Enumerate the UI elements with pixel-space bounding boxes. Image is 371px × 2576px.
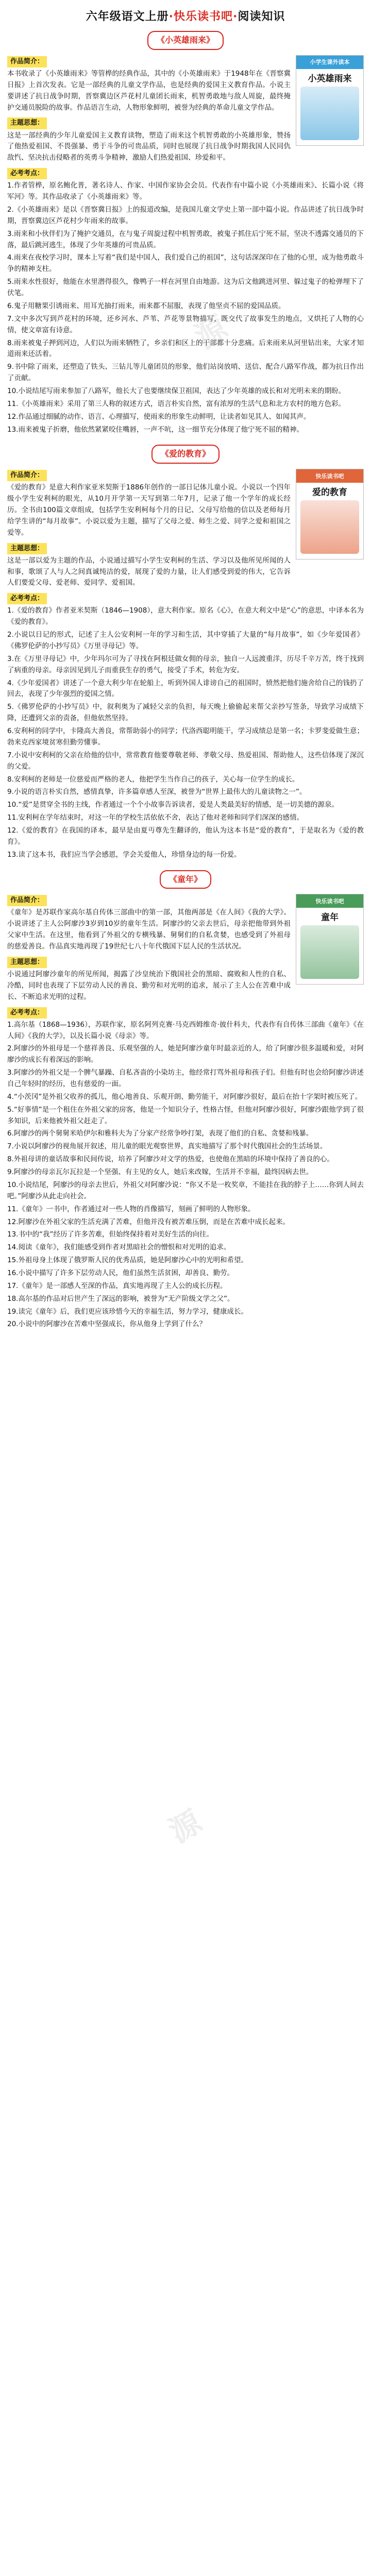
question-item: 12.《爱的教育》在我国的译本，最早是由夏丏尊先生翻译的，他认为这本书是“爱的教育”，于是取名为《爱的教育》。 (7, 826, 364, 846)
question-item: 8.外祖母讲的童话故事和民间传说，培养了阿廖沙对文学的热爱，也使他在黑暗的环境中保持了善良的心。 (7, 1155, 334, 1164)
book-title: 《小英雄雨来》 (147, 31, 224, 50)
intro-label: 作品简介： (7, 470, 47, 481)
book-cover (296, 55, 364, 146)
book-cover (296, 469, 364, 560)
question-item: 18.高尔基的作品对后世产生了深远的影响，被誉为“无产阶级文学之父”。 (7, 1294, 234, 1303)
question-item: 20.小说中的阿廖沙在苦难中坚强成长，你从他身上学到了什么？ (7, 1320, 206, 1329)
question-item: 4.雨来在夜校学习时，课本上写着“我们是中国人，我们爱自己的祖国”，这句话深深印在了他的心里，成为他勇敢斗争的精神支柱。 (7, 253, 364, 274)
question-item: 1.《爱的教育》作者亚米契斯（1846—1908），意大利作家。原名《心》，在意大利文中是“心”的意思，中译本名为《爱的教育》。 (7, 606, 364, 626)
question-item: 12.阿廖沙在外祖父家的生活充满了苦难，但他并没有被苦难压倒，而是在苦难中成长起来。 (7, 1217, 290, 1226)
question-item: 14.阅读《童年》，我们能感受到作者对黑暗社会的憎恨和对光明的追求。 (7, 1243, 231, 1252)
book-title-banner (7, 445, 364, 464)
intro-block (7, 53, 364, 165)
book-section (7, 870, 364, 1331)
question-item: 2.《小英雄雨来》是以《晋察冀日报》上的报道改编，是我国儿童文学史上第一部中篇小说。作品讲述了抗日战争时期，晋察冀边区芦花村少年雨来的故事。 (7, 206, 364, 225)
intro-block (7, 467, 364, 590)
theme-label: 主题思想： (7, 117, 47, 129)
book-title-banner (7, 870, 364, 889)
book-section (7, 445, 364, 860)
book-list (7, 31, 364, 1330)
theme-label: 主题思想： (7, 957, 47, 968)
theme-label: 主题思想： (7, 543, 47, 554)
question-item: 10.小说结尾写雨来参加了八路军，他长大了也要继续保卫祖国，表达了少年英雄的成长和对光明未来的期盼。 (7, 386, 345, 395)
question-item: 13.读了这本书，我们应当学会感恩，学会关爱他人，珍惜身边的每一份爱。 (7, 850, 241, 859)
question-item: 16.小说中描写了许多下层劳动人民，他们虽然生活贫困，却善良、勤劳。 (7, 1268, 234, 1277)
question-item: 6.阿廖沙的两个舅舅米哈伊尔和雅科夫为了分家产经常争吵打架，表现了他们的自私、贪婪和残暴。 (7, 1129, 313, 1138)
intro-text: 《爱的教育》是意大利作家亚米契斯于1886年创作的一部日记体儿童小说。小说以一个四年级小学生安利柯的眼光，从10月开学第一天写到第二年7月，记录了他一个学年的成长经历。全书由100篇文章组成，包括学生安利柯每个月的日记、父母写给他的信以及老师每月给学生讲的“每月故事”。小说以爱为主题，描写了父母之爱、师生之爱、同学之爱和祖国之爱等。 (7, 483, 291, 537)
question-item: 5.《佛罗伦萨的小抄写员》中，叙利奥为了减轻父亲的负担，每天晚上偷偷起来帮父亲抄写签条，导致学习成绩下降，还遭到父亲的责备，但他依然坚持。 (7, 703, 364, 723)
question-list (7, 605, 364, 860)
book-title: 《童年》 (160, 870, 211, 889)
question-item: 7.小说以阿廖沙的视角展开叙述，用儿童的眼光观察世界，真实地描写了那个时代俄国社会的生活场景。 (7, 1142, 327, 1151)
question-item: 5.雨来水性很好，他能在水里潜得很久，像鸭子一样在河里自由地游。这为后文他跳进河里、躲过鬼子的枪弹埋下了伏笔。 (7, 278, 364, 298)
cover-illustration (300, 925, 359, 979)
cover-title: 小英雄雨来 (308, 73, 352, 84)
must-label: 必考考点： (7, 168, 47, 179)
question-item: 10.小说结尾，阿廖沙的母亲去世后，外祖父对阿廖沙说：“你又不是一枚奖章，不能挂在我的脖子上……你到人间去吧。”阿廖沙从此走向社会。 (7, 1180, 364, 1200)
question-item: 8.安利柯的老师是一位慈爱而严格的老人，他把学生当作自己的孩子，关心每一位学生的成长。 (7, 775, 299, 784)
question-item: 13.书中的“我”经历了许多苦难，但始终保持着对美好生活的向往。 (7, 1230, 213, 1239)
must-label: 必考考点： (7, 593, 47, 604)
cover-bar: 小学生课外读本 (296, 56, 363, 69)
question-item: 15.外祖母身上体现了俄罗斯人民的优秀品质，她是阿廖沙心中的光明和希望。 (7, 1256, 248, 1265)
question-item: 1.高尔基（1868—1936），苏联作家，原名阿列克赛·马克西姆维奇·彼什科夫，代表作有自传体三部曲《童年》《在人间》《我的大学》，以及长篇小说《母亲》等。 (7, 1020, 364, 1040)
watermark: 源 (163, 1803, 208, 1851)
question-item: 3.阿廖沙的外祖父是一个脾气暴躁、自私吝啬的小染坊主，他经常打骂外祖母和孩子们。但他有时也会给阿廖沙讲述自己年轻时的经历，也有慈爱的一面。 (7, 1069, 364, 1089)
question-list (7, 1020, 364, 1330)
question-item: 13.雨来被鬼子折磨，他依然紧紧咬住嘴唇，一声不吭，这一细节充分体现了他宁死不屈的精神。 (7, 425, 303, 434)
question-item: 9.小说的语言朴实自然，感情真挚，许多篇章感人至深，被誉为“世界上最伟大的儿童读物之一”。 (7, 788, 307, 796)
question-item: 10.“爱”是贯穿全书的主线，作者通过一个个小故事告诉读者，爱是人类最美好的情感，是一切美德的源泉。 (7, 801, 339, 809)
question-item: 2.阿廖沙的外祖母是一个慈祥善良、乐观坚强的人，她是阿廖沙童年时最亲近的人，给了阿廖沙很多温暖和爱，对阿廖沙的成长有着深远的影响。 (7, 1044, 364, 1064)
question-item: 11.《小英雄雨来》采用了第三人称的叙述方式，语言朴实自然，富有浓厚的生活气息和北方农村的地方色彩。 (7, 399, 345, 408)
book-cover (296, 894, 364, 985)
book-title: 《爱的教育》 (151, 445, 220, 464)
cover-bar: 快乐读书吧 (296, 894, 363, 908)
theme-text: 这是一部以爱为主题的作品，小说通过描写小学生安利柯的生活、学习以及他所见所闻的人和事，歌颂了人与人之间真诚纯洁的爱，展现了爱的力量，让人们感受到爱的伟大，它告诉人们要爱父母、爱老师、爱同学、爱祖国。 (7, 556, 291, 587)
question-item: 4.《少年爱国者》讲述了一个意大利少年在轮船上，听到外国人诽谤自己的祖国时，愤然把他们施舍给自己的钱扔了回去，表现了少年强烈的爱国之情。 (7, 679, 364, 699)
question-item: 12.作品通过细腻的动作、语言、心理描写，使雨来的形象生动鲜明，让读者如见其人、如闻其声。 (7, 412, 311, 421)
watermark: 源 (189, 309, 234, 357)
page-title: 六年级语文上册·快乐读书吧·阅读知识 (86, 10, 285, 23)
question-item: 11.《童年》一书中，作者通过对一些人物的肖像描写，刻画了鲜明的人物形象。 (7, 1205, 255, 1213)
question-item: 6.安利柯的同学中，卡隆高大善良，常帮助弱小的同学；代洛西聪明能干，学习成绩总是第一名；卡罗斐爱做生意；勃来克西家境贫寒但勤劳懂事。 (7, 727, 364, 747)
question-item: 11.安利柯在学年结束时，对这一年的学校生活依依不舍，表达了他对老师和同学们深深的感情。 (7, 814, 303, 822)
intro-label: 作品简介： (7, 56, 47, 67)
cover-illustration (300, 87, 359, 140)
question-item: 8.雨来被鬼子押到河边，人们以为雨来牺牲了，乡亲们和区上的干部都十分悲痛。后来雨来从河里钻出来，大家才知道雨来还活着。 (7, 338, 364, 359)
cover-illustration (300, 500, 359, 554)
cover-title: 童年 (321, 912, 339, 923)
question-item: 9.阿廖沙的母亲瓦尔瓦拉是一个坚强、有主见的女人，她后来改嫁，生活并不幸福，最终因病去世。 (7, 1168, 313, 1177)
cover-title: 爱的教育 (312, 487, 347, 498)
question-item: 4.“小茨冈”是外祖父收养的孤儿，他心地善良、乐观开朗、勤劳能干，对阿廖沙很好，最后在抬十字架时被压死了。 (7, 1092, 362, 1101)
question-item: 2.小说以日记的形式，记述了主人公安利柯一年的学习和生活，其中穿插了大量的“每月故事”，如《少年爱国者》《佛罗伦萨的小抄写员》《万里寻母记》等。 (7, 631, 364, 651)
theme-text: 小说通过阿廖沙童年的所见所闻，揭露了沙皇统治下俄国社会的黑暗、腐败和人性的自私、冷酷，同时也表现了下层劳动人民的善良、勤劳和对光明的追求，展示了主人公在苦难中成长、不断追求光明的过程。 (7, 970, 291, 1001)
question-item: 1.作者管桦，原名鲍化普，著名诗人、作家、中国作家协会会员。代表作有中篇小说《小英雄雨来》、长篇小说《将军河》等。其作品收录了《小英雄雨来》等。 (7, 181, 364, 201)
question-item: 19.读完《童年》后，我们更应该珍惜今天的幸福生活，努力学习，健康成长。 (7, 1307, 248, 1316)
question-item: 6.鬼子用糖果引诱雨来、用耳光抽打雨来，雨来都不屈服，表现了他坚贞不屈的爱国品质。 (7, 301, 285, 310)
intro-text: 本书收录了《小英雄雨来》等管桦的经典作品，其中的《小英雄雨来》于1948年在《晋察冀日报》上首次发表。它是一部经典的儿童文学作品，也是经典的爱国主义教育作品。小说主要讲述了抗日战争时期，晋察冀边区芦花村儿童团长雨来，机智勇敢地与敌人周旋，最终掩护交通员脱险的故事。作品语言生动，人物形象鲜明，被誉为经典的革命儿童文学作品。 (7, 70, 291, 112)
intro-label: 作品简介： (7, 895, 47, 906)
intro-text: 《童年》是苏联作家高尔基自传体三部曲中的第一部，其他两部是《在人间》《我的大学》。小说讲述了主人公阿廖沙3岁到10岁的童年生活。阿廖沙的父亲去世后，母亲把他带到外祖父家中生活。在这里，他看到了外祖父的专横残暴、舅舅们的自私贪婪，也感受到了外祖母的慈爱善良。作品真实地再现了19世纪七八十年代俄国下层人民的生活状况。 (7, 908, 291, 951)
cover-bar: 快乐读书吧 (296, 469, 363, 483)
question-list (7, 180, 364, 435)
question-item: 7.文中多次写到芦花村的环境，还乡河水、芦苇、芦花等景物描写，既交代了故事发生的地点，又烘托了人物的心情，使文章富有诗意。 (7, 314, 364, 334)
book-section (7, 31, 364, 435)
book-title-banner (7, 31, 364, 50)
question-item: 7.小说中安利柯的父亲在给他的信中，常常教育他要尊敬老师、孝敬父母、热爱祖国、帮助他人，这些信体现了深沉的父爱。 (7, 751, 364, 771)
theme-text: 这是一部经典的少年儿童爱国主义教育读物，塑造了雨来这个机智勇敢的小英雄形象，赞扬了他热爱祖国、不畏强暴、勇于斗争的可贵品质，同时也展现了抗日战争时期我国人民同仇敌忾、坚决抗击侵略者的英勇斗争精神，激励人们热爱祖国、珍爱和平。 (7, 131, 291, 162)
question-item: 3.在《万里寻母记》中，少年玛尔可为了寻找在阿根廷做女佣的母亲，独自一人远渡重洋，历尽千辛万苦，终于找到了病重的母亲。母亲因见到儿子而重获生存的勇气，接受了手术，转危为安。 (7, 654, 364, 674)
question-item: 17.《童年》是一部感人至深的作品，真实地再现了主人公的成长历程。 (7, 1281, 227, 1290)
question-item: 9.书中除了雨来，还塑造了铁头、三钻儿等儿童团员的形象，他们站岗放哨、送信、配合八路军作战，都为抗日作出了贡献。 (7, 363, 364, 383)
question-item: 5.“好事情”是一个租住在外祖父家的房客，他是一个知识分子，性格古怪，但他对阿廖沙很好，阿廖沙跟他学到了很多知识，后来他被外祖父赶走了。 (7, 1105, 364, 1125)
intro-block (7, 892, 364, 1004)
must-label: 必考考点： (7, 1007, 47, 1019)
question-item: 3.雨来和小伙伴们为了掩护交通员，在与鬼子周旋过程中机智勇敢，被鬼子抓住后宁死不屈，坚决不透露交通员的下落，最后跳河逃生，体现了少年英雄的可贵品质。 (7, 229, 364, 249)
